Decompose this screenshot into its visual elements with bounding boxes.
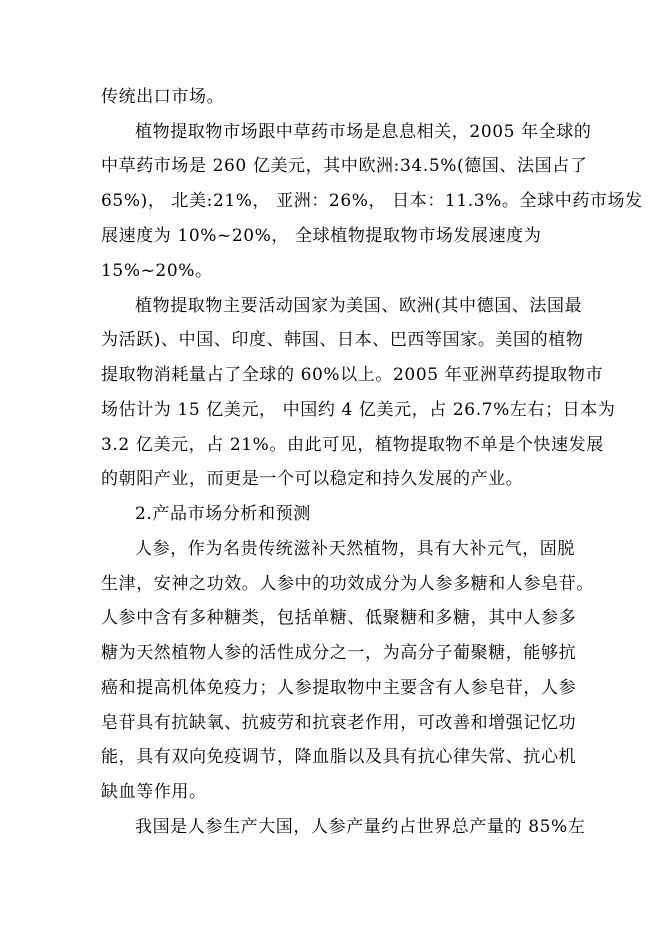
text-line: 生津，安神之功效。人参中的功效成分为人参多糖和人参皂苷。: [101, 574, 594, 594]
text-line: 癌和提高机体免疫力；人参提取物中主要含有人参皂苷，人参: [101, 678, 577, 698]
text-line: 65%)， 北美:21%， 亚洲：26%， 日本：11.3%。全球中药市场发: [101, 191, 643, 211]
text-line: 提取物消耗量占了全球的 60%以上。2005 年亚洲草药提取物市: [101, 365, 604, 385]
text-line: 的朝阳产业，而更是一个可以稳定和持久发展的产业。: [101, 469, 524, 489]
text-line: 人参中含有多种糖类，包括单糖、低聚糖和多糖，其中人参多: [101, 608, 577, 628]
text-line: 能，具有双向免疫调节，降血脂以及具有抗心律失常、抗心机: [101, 747, 577, 767]
text-line: 15%~20%。: [101, 261, 213, 281]
text-line: 缺血等作用。: [101, 782, 207, 802]
section-heading: 2.产品市场分析和预测: [135, 504, 311, 524]
text-line: 皂苷具有抗缺氧、抗疲劳和抗衰老作用，可改善和增强记忆功: [101, 713, 577, 733]
text-line: 为活跃)、中国、印度、韩国、日本、巴西等国家。美国的植物: [101, 330, 584, 350]
paragraph-start-line: 我国是人参生产大国，人参产量约占世界总产量的 85%左: [135, 817, 586, 837]
text-line: 糖为天然植物人参的活性成分之一，为高分子葡聚糖，能够抗: [101, 643, 577, 663]
paragraph-start-line: 植物提取物市场跟中草药市场是息息相关，2005 年全球的: [135, 122, 592, 142]
paragraph-start-line: 植物提取物主要活动国家为美国、欧洲(其中德国、法国最: [135, 296, 583, 316]
text-line: 中草药市场是 260 亿美元，其中欧洲:34.5%(德国、法国占了: [101, 156, 588, 176]
text-line: 场估计为 15 亿美元， 中国约 4 亿美元，占 26.7%左右；日本为: [101, 400, 616, 420]
text-line: 3.2 亿美元，占 21%。由此可见，植物提取物不单是个快速发展: [101, 435, 604, 455]
paragraph-start-line: 人参，作为名贵传统滋补天然植物，具有大补元气，固脱: [135, 539, 575, 559]
text-line: 传统出口市场。: [101, 87, 225, 107]
text-line: 展速度为 10%~20%， 全球植物提取物市场发展速度为: [101, 226, 542, 246]
